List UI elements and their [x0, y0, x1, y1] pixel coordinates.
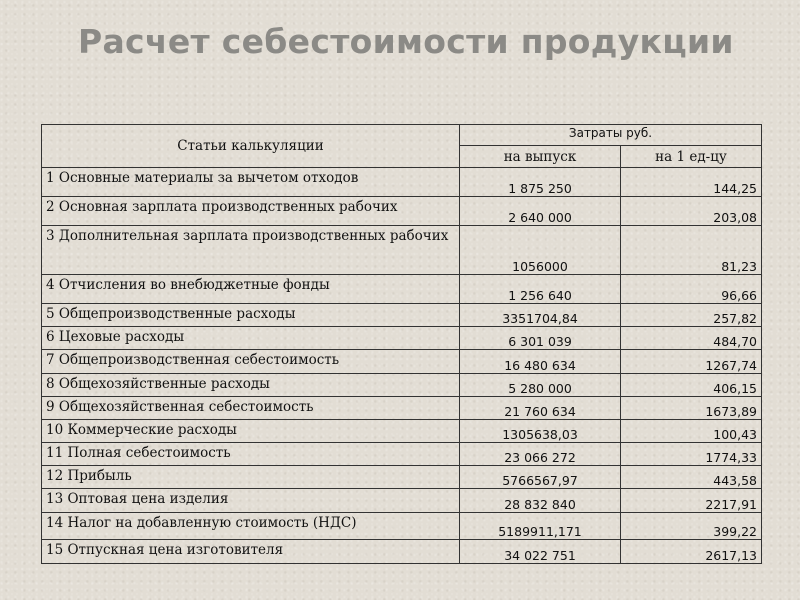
cost-item-name: 5 Общепроизводственные расходы	[42, 304, 460, 327]
table-row	[42, 327, 762, 350]
cost-item-name: 1 Основные материалы за вычетом отходов	[42, 168, 460, 197]
header-per-unit: на 1 ед-цу	[621, 146, 762, 168]
table-row	[42, 226, 762, 275]
table-row	[42, 168, 762, 197]
cost-item-name: 6 Цеховые расходы	[42, 327, 460, 350]
cost-item-name: 13 Оптовая цена изделия	[42, 489, 460, 513]
cost-item-name: 10 Коммерческие расходы	[42, 420, 460, 443]
table-row	[42, 466, 762, 489]
table-row	[42, 275, 762, 304]
cost-item-name: 8 Общехозяйственные расходы	[42, 374, 460, 397]
cost-per-output: 1 875 250	[460, 168, 621, 197]
table-row	[42, 397, 762, 420]
cost-item-name: 2 Основная зарплата производственных рабочих	[42, 197, 460, 226]
table-row	[42, 304, 762, 327]
cost-per-unit: 203,08	[621, 197, 762, 226]
cost-per-output: 3351704,84	[460, 304, 621, 327]
cost-per-output: 6 301 039	[460, 327, 621, 350]
cost-per-unit: 1774,33	[621, 443, 762, 466]
cost-per-output: 28 832 840	[460, 489, 621, 513]
cost-per-unit: 2217,91	[621, 489, 762, 513]
cost-per-unit: 1267,74	[621, 350, 762, 374]
cost-item-name: 11 Полная себестоимость	[42, 443, 460, 466]
cost-per-output: 5766567,97	[460, 466, 621, 489]
cost-per-output: 1056000	[460, 226, 621, 275]
cost-per-unit: 406,15	[621, 374, 762, 397]
cost-per-unit: 81,23	[621, 226, 762, 275]
cost-per-output: 21 760 634	[460, 397, 621, 420]
cost-item-name: 4 Отчисления во внебюджетные фонды	[42, 275, 460, 304]
cost-per-unit: 96,66	[621, 275, 762, 304]
header-per-output: на выпуск	[460, 146, 621, 168]
cost-item-name: 3 Дополнительная зарплата производственных рабочих	[42, 226, 460, 275]
cost-per-output: 1305638,03	[460, 420, 621, 443]
cost-per-unit: 1673,89	[621, 397, 762, 420]
cost-per-unit: 144,25	[621, 168, 762, 197]
table-row	[42, 489, 762, 513]
cost-per-output: 2 640 000	[460, 197, 621, 226]
cost-item-name: 14 Налог на добавленную стоимость (НДС)	[42, 513, 460, 540]
cost-item-name: 7 Общепроизводственная себестоимость	[42, 350, 460, 374]
cost-per-output: 5189911,171	[460, 513, 621, 540]
cost-per-unit: 399,22	[621, 513, 762, 540]
cost-item-name: 9 Общехозяйственная себестоимость	[42, 397, 460, 420]
table-row	[42, 420, 762, 443]
cost-per-unit: 100,43	[621, 420, 762, 443]
table-row	[42, 443, 762, 466]
cost-item-name: 15 Отпускная цена изготовителя	[42, 540, 460, 564]
table-row	[42, 374, 762, 397]
table-row	[42, 197, 762, 226]
cost-per-unit: 2617,13	[621, 540, 762, 564]
cost-item-name: 12 Прибыль	[42, 466, 460, 489]
cost-per-output: 1 256 640	[460, 275, 621, 304]
cost-per-output: 34 022 751	[460, 540, 621, 564]
cost-per-output: 5 280 000	[460, 374, 621, 397]
header-costs-group: Затраты руб.	[460, 125, 762, 146]
cost-calculation-table	[41, 124, 762, 564]
page-title: Расчет себестоимости продукции	[78, 22, 734, 61]
header-items: Статьи калькуляции	[42, 125, 460, 168]
cost-per-output: 23 066 272	[460, 443, 621, 466]
table-row	[42, 513, 762, 540]
cost-per-output: 16 480 634	[460, 350, 621, 374]
cost-per-unit: 443,58	[621, 466, 762, 489]
table-row	[42, 540, 762, 564]
cost-per-unit: 484,70	[621, 327, 762, 350]
table-row	[42, 350, 762, 374]
cost-per-unit: 257,82	[621, 304, 762, 327]
